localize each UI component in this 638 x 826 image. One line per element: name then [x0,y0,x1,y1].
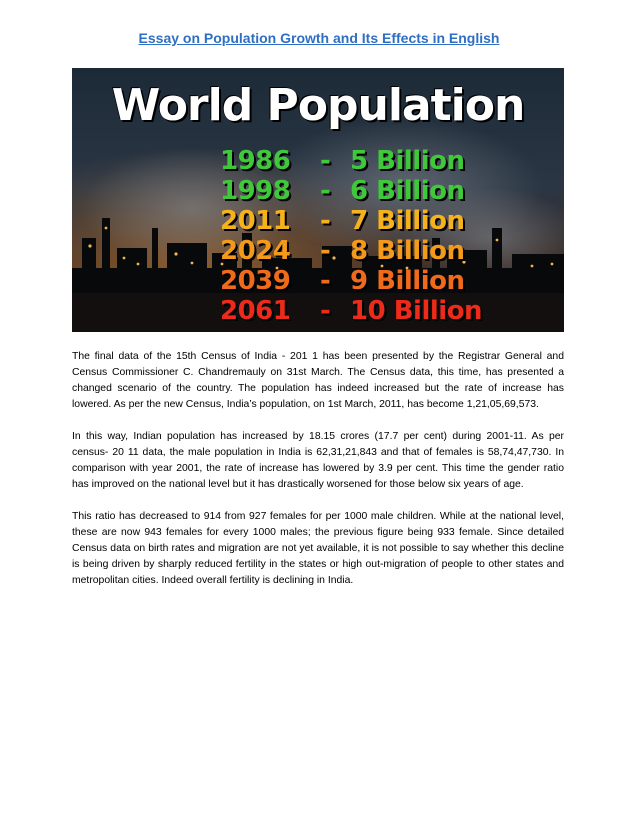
population-separator: - [320,236,331,266]
population-separator: - [320,146,331,176]
population-year: 2039 [220,266,291,296]
essay-body [72,349,564,605]
document-title[interactable]: Essay on Population Growth and Its Effects in English [138,30,500,46]
population-value: 5 Billion [350,146,465,176]
population-row [220,296,482,326]
population-value: 6 Billion [350,176,465,206]
population-row [220,236,482,266]
population-separator: - [320,266,331,296]
essay-paragraph: In this way, Indian population has increased by 18.15 crores (17.7 per cent) during 2001-11. As per census- 20 11 data, the male population in India is 62,31,21,843 and that of females is 58,74,47,730. In comparison with year 2001, the rate of increase has lowered by 3.9 per cent. This time the gender ratio has improved on the national level but it has drastically worsened for those below six years of age. [72,431,564,490]
world-population-image [72,68,564,332]
essay-paragraph: The final data of the 15th Census of India - 201 1 has been presented by the Registrar General and Census Commissioner C. Chandremauly on 31st March. The Census data, this time, has presented a changed scenario of the country. The population has indeed increased but the rate of increase has lowered. As per the new Census, India’s population, on 1st March, 2011, has become 1,21,05,69,573. [72,351,564,410]
population-year: 2011 [220,206,291,236]
population-value: 9 Billion [350,266,465,296]
population-row [220,266,482,296]
image-heading: World Population [111,80,525,131]
population-row [220,176,482,206]
population-year: 2024 [220,236,291,266]
essay-paragraph: This ratio has decreased to 914 from 927 females for per 1000 male children. While at the national level, these are now 943 females for every 1000 males; the previous figure being 933 female. Since detailed Census data on birth rates and migration are not yet available, it is not possible to say whether this decline is being driven by sharply reduced fertility in the states or high out-migration of people to other states and metropolitan cities. Indeed overall fertility is declining in India. [72,511,564,586]
population-row [220,146,482,176]
population-row [220,206,482,236]
population-year: 1986 [220,146,291,176]
population-value: 10 Billion [350,296,483,326]
population-value: 7 Billion [350,206,465,236]
population-separator: - [320,206,331,236]
population-list [220,146,482,326]
population-value: 8 Billion [350,236,465,266]
population-separator: - [320,176,331,206]
population-separator: - [320,296,331,326]
population-year: 1998 [220,176,291,206]
population-year: 2061 [220,296,291,326]
